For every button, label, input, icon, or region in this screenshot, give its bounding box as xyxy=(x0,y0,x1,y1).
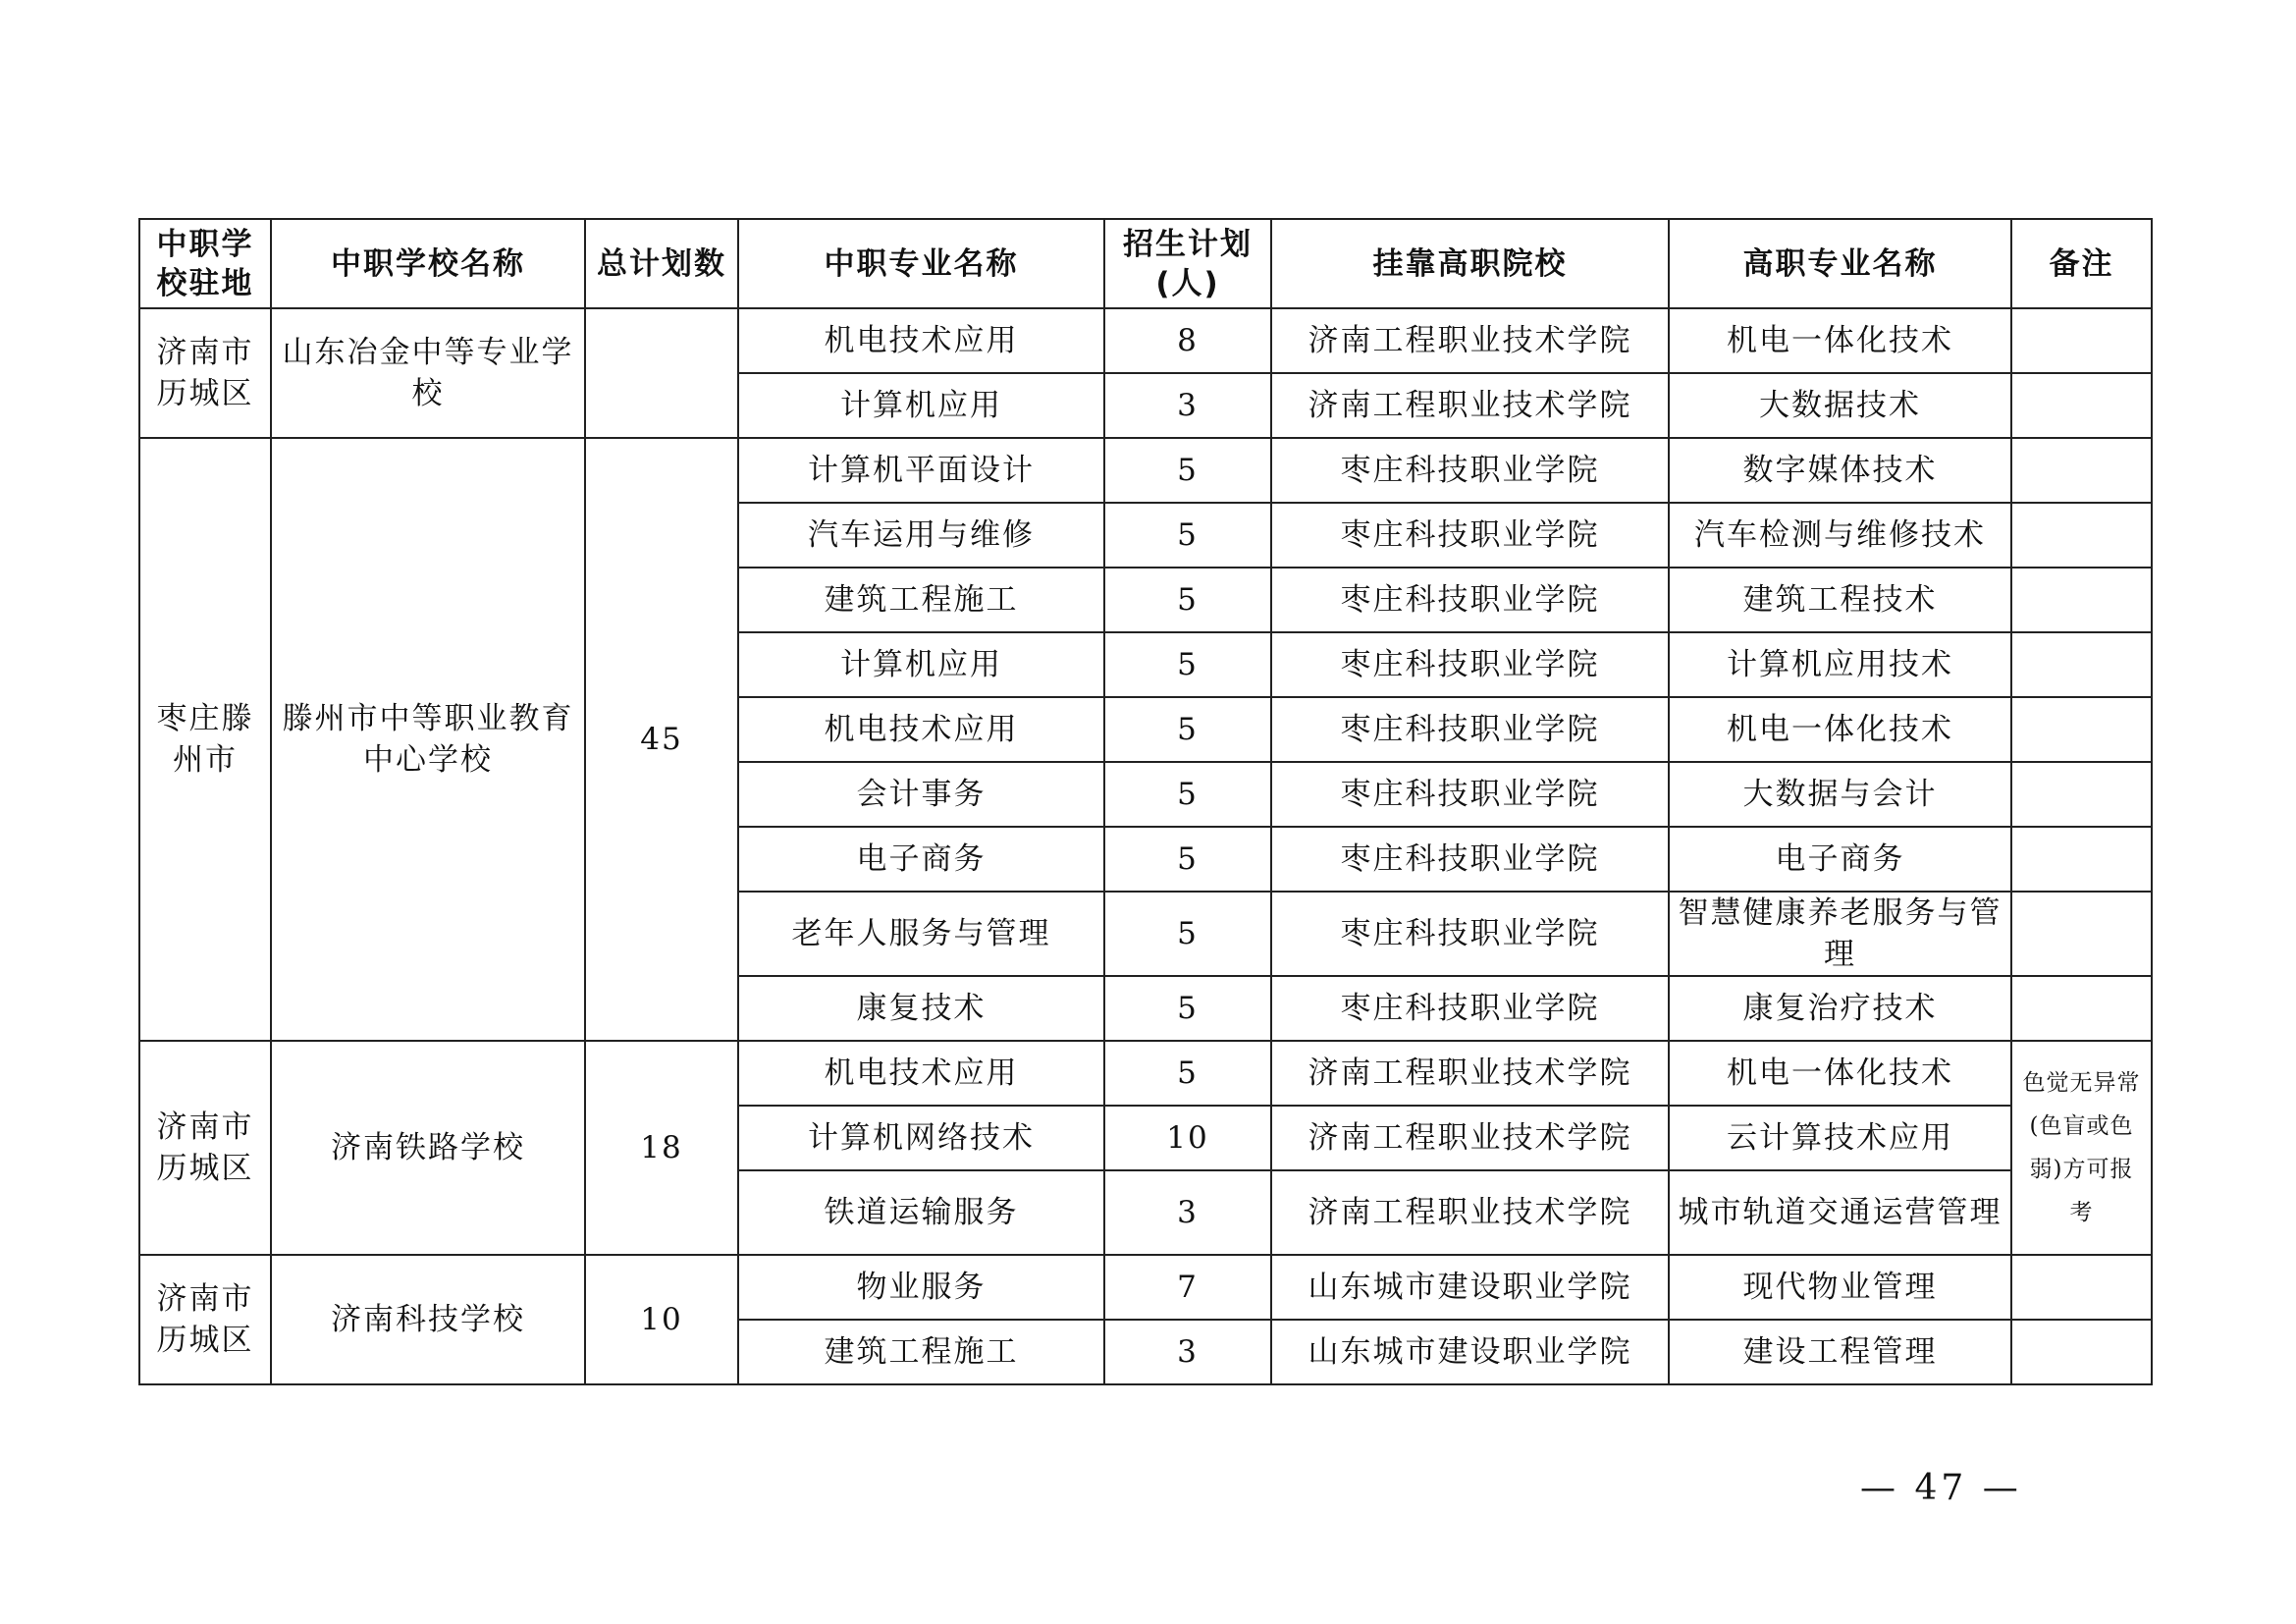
college-major-cell: 建筑工程技术 xyxy=(1669,568,2011,632)
major-cell: 计算机应用 xyxy=(738,373,1104,438)
college-cell: 山东城市建设职业学院 xyxy=(1271,1255,1669,1320)
table-row xyxy=(139,438,2152,503)
college-major-cell: 云计算技术应用 xyxy=(1669,1106,2011,1170)
note-cell xyxy=(2011,308,2152,373)
note-cell xyxy=(2011,1320,2152,1384)
college-major-cell: 机电一体化技术 xyxy=(1669,308,2011,373)
plan-cell: 5 xyxy=(1104,827,1271,892)
college-cell: 枣庄科技职业学院 xyxy=(1271,827,1669,892)
college-cell: 济南工程职业技术学院 xyxy=(1271,373,1669,438)
major-cell: 机电技术应用 xyxy=(738,697,1104,762)
plan-cell: 5 xyxy=(1104,438,1271,503)
note-cell xyxy=(2011,373,2152,438)
plan-cell: 5 xyxy=(1104,976,1271,1041)
header-college-major: 高职专业名称 xyxy=(1669,219,2011,308)
major-cell: 老年人服务与管理 xyxy=(738,892,1104,976)
plan-cell: 5 xyxy=(1104,762,1271,827)
college-cell: 枣庄科技职业学院 xyxy=(1271,892,1669,976)
college-major-cell: 现代物业管理 xyxy=(1669,1255,2011,1320)
major-cell: 会计事务 xyxy=(738,762,1104,827)
college-major-cell: 建设工程管理 xyxy=(1669,1320,2011,1384)
major-cell: 建筑工程施工 xyxy=(738,1320,1104,1384)
major-cell: 机电技术应用 xyxy=(738,1041,1104,1106)
note-cell xyxy=(2011,503,2152,568)
plan-cell: 3 xyxy=(1104,373,1271,438)
college-cell: 枣庄科技职业学院 xyxy=(1271,762,1669,827)
plan-cell: 5 xyxy=(1104,632,1271,697)
major-cell: 计算机平面设计 xyxy=(738,438,1104,503)
location-cell: 济南市历城区 xyxy=(139,308,271,438)
major-cell: 康复技术 xyxy=(738,976,1104,1041)
college-cell: 山东城市建设职业学院 xyxy=(1271,1320,1669,1384)
college-cell: 枣庄科技职业学院 xyxy=(1271,503,1669,568)
note-cell xyxy=(2011,976,2152,1041)
college-major-cell: 数字媒体技术 xyxy=(1669,438,2011,503)
college-cell: 枣庄科技职业学院 xyxy=(1271,697,1669,762)
total-cell: 10 xyxy=(585,1255,738,1384)
note-cell xyxy=(2011,632,2152,697)
school-cell: 滕州市中等职业教育中心学校 xyxy=(271,438,585,1041)
college-cell: 济南工程职业技术学院 xyxy=(1271,308,1669,373)
header-note: 备注 xyxy=(2011,219,2152,308)
major-cell: 物业服务 xyxy=(738,1255,1104,1320)
college-cell: 枣庄科技职业学院 xyxy=(1271,632,1669,697)
plan-cell: 7 xyxy=(1104,1255,1271,1320)
college-cell: 枣庄科技职业学院 xyxy=(1271,976,1669,1041)
note-cell xyxy=(2011,697,2152,762)
college-major-cell: 计算机应用技术 xyxy=(1669,632,2011,697)
college-cell: 济南工程职业技术学院 xyxy=(1271,1041,1669,1106)
major-cell: 计算机网络技术 xyxy=(738,1106,1104,1170)
school-cell: 山东冶金中等专业学校 xyxy=(271,308,585,438)
plan-cell: 5 xyxy=(1104,503,1271,568)
college-major-cell: 机电一体化技术 xyxy=(1669,697,2011,762)
table-row xyxy=(139,1041,2152,1106)
college-cell: 济南工程职业技术学院 xyxy=(1271,1170,1669,1255)
major-cell: 建筑工程施工 xyxy=(738,568,1104,632)
header-plan: 招生计划(人) xyxy=(1104,219,1271,308)
major-cell: 计算机应用 xyxy=(738,632,1104,697)
college-cell: 济南工程职业技术学院 xyxy=(1271,1106,1669,1170)
note-cell xyxy=(2011,827,2152,892)
location-cell: 枣庄滕州市 xyxy=(139,438,271,1041)
location-cell: 济南市历城区 xyxy=(139,1255,271,1384)
total-cell xyxy=(585,308,738,438)
header-location: 中职学校驻地 xyxy=(139,219,271,308)
plan-cell: 3 xyxy=(1104,1320,1271,1384)
college-major-cell: 机电一体化技术 xyxy=(1669,1041,2011,1106)
note-cell: 色觉无异常(色盲或色弱)方可报考 xyxy=(2011,1041,2152,1255)
total-cell: 18 xyxy=(585,1041,738,1255)
header-row xyxy=(139,219,2152,308)
plan-cell: 3 xyxy=(1104,1170,1271,1255)
note-cell xyxy=(2011,568,2152,632)
header-college: 挂靠高职院校 xyxy=(1271,219,1669,308)
major-cell: 铁道运输服务 xyxy=(738,1170,1104,1255)
college-major-cell: 康复治疗技术 xyxy=(1669,976,2011,1041)
note-cell xyxy=(2011,1255,2152,1320)
note-cell xyxy=(2011,438,2152,503)
total-cell: 45 xyxy=(585,438,738,1041)
college-major-cell: 大数据技术 xyxy=(1669,373,2011,438)
college-major-cell: 汽车检测与维修技术 xyxy=(1669,503,2011,568)
note-cell xyxy=(2011,892,2152,976)
header-school: 中职学校名称 xyxy=(271,219,585,308)
college-major-cell: 大数据与会计 xyxy=(1669,762,2011,827)
plan-cell: 5 xyxy=(1104,568,1271,632)
plan-cell: 5 xyxy=(1104,892,1271,976)
college-cell: 枣庄科技职业学院 xyxy=(1271,438,1669,503)
major-cell: 电子商务 xyxy=(738,827,1104,892)
major-cell: 机电技术应用 xyxy=(738,308,1104,373)
header-major: 中职专业名称 xyxy=(738,219,1104,308)
location-cell: 济南市历城区 xyxy=(139,1041,271,1255)
college-major-cell: 城市轨道交通运营管理 xyxy=(1669,1170,2011,1255)
enrollment-table xyxy=(138,218,2153,1385)
college-major-cell: 智慧健康养老服务与管理 xyxy=(1669,892,2011,976)
table-row xyxy=(139,308,2152,373)
note-cell xyxy=(2011,762,2152,827)
table-row xyxy=(139,1255,2152,1320)
plan-cell: 10 xyxy=(1104,1106,1271,1170)
page-number: — 47 — xyxy=(1860,1468,2022,1508)
school-cell: 济南科技学校 xyxy=(271,1255,585,1384)
major-cell: 汽车运用与维修 xyxy=(738,503,1104,568)
plan-cell: 8 xyxy=(1104,308,1271,373)
school-cell: 济南铁路学校 xyxy=(271,1041,585,1255)
plan-cell: 5 xyxy=(1104,1041,1271,1106)
plan-cell: 5 xyxy=(1104,697,1271,762)
college-major-cell: 电子商务 xyxy=(1669,827,2011,892)
college-cell: 枣庄科技职业学院 xyxy=(1271,568,1669,632)
header-total: 总计划数 xyxy=(585,219,738,308)
